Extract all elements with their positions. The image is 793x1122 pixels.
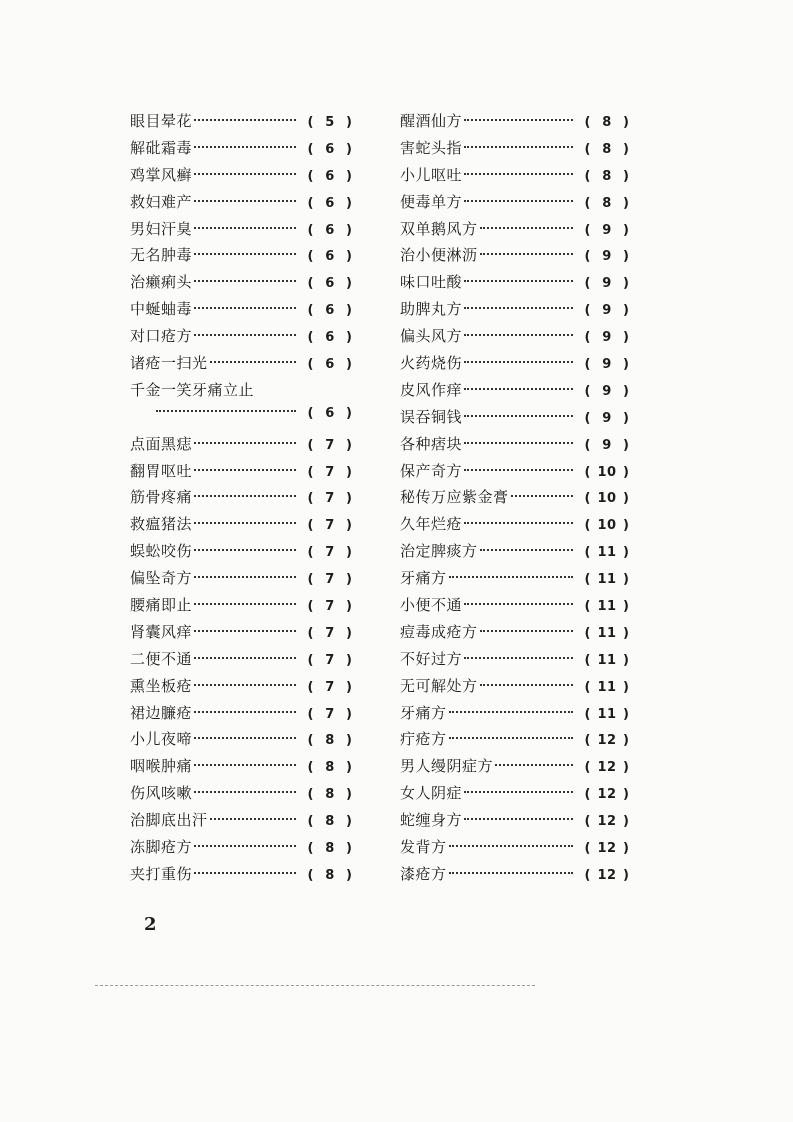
entry-page: ( 12 ): [584, 814, 630, 830]
entry-title: 秘传万应紫金膏: [400, 488, 509, 507]
toc-entry: [130, 271, 358, 298]
leader-dots: [449, 711, 573, 713]
entry-title: 无名肿毒: [130, 246, 193, 265]
entry-page: ( 6 ): [307, 222, 353, 238]
toc-entry: [400, 137, 635, 164]
scan-artifact-line: [95, 985, 535, 986]
toc-entry: [400, 352, 635, 379]
leader-dots: [464, 522, 573, 524]
leader-dots: [194, 630, 296, 632]
entry-page: ( 6 ): [307, 276, 353, 292]
leader-dots: [464, 818, 573, 820]
toc-entry: [400, 244, 635, 271]
entry-title: 误吞铜钱: [400, 407, 463, 426]
entry-title: 诸疮一扫光: [130, 354, 208, 373]
toc-entry: [400, 406, 635, 433]
entry-title: 疔疮方: [400, 730, 447, 749]
leader-dots: [194, 173, 296, 175]
leader-dots: [194, 227, 296, 229]
leader-dots: [495, 764, 573, 766]
entry-page: ( 11 ): [584, 706, 630, 722]
entry-page: ( 6 ): [307, 249, 353, 265]
toc-entry: [400, 298, 635, 325]
entry-title: 便毒单方: [400, 192, 463, 211]
leader-dots: [194, 711, 296, 713]
leader-dots: [194, 522, 296, 524]
entry-title: 腰痛即止: [130, 596, 193, 615]
leader-dots: [194, 684, 296, 686]
entry-title: 保产奇方: [400, 461, 463, 480]
entry-page: ( 7 ): [307, 572, 353, 588]
entry-page: ( 6 ): [307, 303, 353, 319]
leader-dots: [194, 334, 296, 336]
toc-entry: [130, 782, 358, 809]
entry-title: 漆疮方: [400, 864, 447, 883]
toc-entry: [130, 433, 358, 460]
leader-dots: [480, 253, 573, 255]
entry-page: ( 7 ): [307, 652, 353, 668]
entry-title: 治定脾痰方: [400, 542, 478, 561]
toc-entry: [130, 406, 358, 433]
entry-page: ( 8 ): [307, 733, 353, 749]
entry-title: 熏坐板疮: [130, 676, 193, 695]
toc-entry: [130, 728, 358, 755]
entry-page: ( 12 ): [584, 760, 630, 776]
toc-entry: [400, 567, 635, 594]
entry-title: 肾囊风痒: [130, 622, 193, 641]
entry-page: ( 10 ): [584, 491, 630, 507]
leader-dots: [194, 146, 296, 148]
entry-page: ( 11 ): [584, 599, 630, 615]
toc-entry: [400, 513, 635, 540]
entry-title: 发背方: [400, 838, 447, 857]
entry-page: ( 12 ): [584, 733, 630, 749]
toc-entry: [400, 702, 635, 729]
leader-dots: [194, 576, 296, 578]
entry-title: 对口疮方: [130, 327, 193, 346]
leader-dots: [464, 173, 573, 175]
leader-dots: [449, 872, 573, 874]
entry-page: ( 8 ): [307, 867, 353, 883]
entry-title: 筋骨疼痛: [130, 488, 193, 507]
entry-title: 偏头风方: [400, 327, 463, 346]
leader-dots: [464, 415, 573, 417]
toc-entry: [130, 567, 358, 594]
toc-entry: [400, 728, 635, 755]
leader-dots: [480, 684, 573, 686]
entry-title: 牙痛方: [400, 569, 447, 588]
toc-entry: [130, 191, 358, 218]
leader-dots: [464, 603, 573, 605]
toc-entry: [400, 433, 635, 460]
entry-page: ( 11 ): [584, 545, 630, 561]
toc-entry: [130, 621, 358, 648]
toc-entry: [130, 513, 358, 540]
leader-dots: [210, 818, 296, 820]
leader-dots: [210, 361, 296, 363]
toc-entry: [400, 460, 635, 487]
leader-dots: [449, 576, 573, 578]
toc-entry: [400, 621, 635, 648]
entry-page: ( 9 ): [584, 437, 630, 453]
entry-page: ( 7 ): [307, 625, 353, 641]
entry-page: ( 7 ): [307, 679, 353, 695]
toc-entry: [130, 755, 358, 782]
entry-title: 害蛇头指: [400, 138, 463, 157]
entry-page: ( 8 ): [307, 814, 353, 830]
entry-page: ( 9 ): [584, 276, 630, 292]
leader-dots: [194, 442, 296, 444]
toc-entry: [130, 863, 358, 890]
entry-page: ( 12 ): [584, 787, 630, 803]
toc-entry: [400, 325, 635, 352]
leader-dots: [464, 469, 573, 471]
entry-page: ( 9 ): [584, 357, 630, 373]
toc-entry: [130, 648, 358, 675]
entry-title: 女人阴症: [400, 784, 463, 803]
toc-left-column: [130, 110, 358, 890]
entry-title: 点面黑痣: [130, 434, 193, 453]
leader-dots: [194, 307, 296, 309]
leader-dots: [464, 334, 573, 336]
leader-dots: [194, 764, 296, 766]
entry-title: 冻脚疮方: [130, 838, 193, 857]
leader-dots: [194, 737, 296, 739]
entry-title: 味口吐酸: [400, 273, 463, 292]
toc-entry: [130, 486, 358, 513]
toc-entry: [400, 191, 635, 218]
entry-page: ( 12 ): [584, 867, 630, 883]
entry-title: 治脚底出汗: [130, 811, 208, 830]
entry-title: 治癞痢头: [130, 273, 193, 292]
leader-dots: [480, 227, 573, 229]
leader-dots: [194, 872, 296, 874]
entry-page: ( 6 ): [307, 141, 353, 157]
entry-page: ( 9 ): [584, 383, 630, 399]
leader-dots: [194, 200, 296, 202]
toc-entry: [130, 352, 358, 379]
entry-page: ( 7 ): [307, 437, 353, 453]
leader-dots: [194, 495, 296, 497]
entry-title: 各种痞块: [400, 434, 463, 453]
entry-page: ( 9 ): [584, 330, 630, 346]
entry-title: 鸡掌风癣: [130, 165, 193, 184]
entry-title: 皮风作痒: [400, 380, 463, 399]
leader-dots: [194, 845, 296, 847]
entry-title: 蛇缠身方: [400, 811, 463, 830]
toc-entry: [130, 137, 358, 164]
toc-entry: [400, 836, 635, 863]
leader-dots: [194, 549, 296, 551]
entry-title: 不好过方: [400, 649, 463, 668]
toc-entry: [130, 594, 358, 621]
entry-page: ( 9 ): [584, 249, 630, 265]
toc-entry: [400, 379, 635, 406]
leader-dots: [464, 791, 573, 793]
entry-page: ( 7 ): [307, 464, 353, 480]
entry-page: ( 8 ): [307, 760, 353, 776]
leader-dots: [464, 146, 573, 148]
leader-dots: [194, 791, 296, 793]
entry-page: ( 7 ): [307, 491, 353, 507]
entry-title: 咽喉肿痛: [130, 757, 193, 776]
leader-dots: [464, 307, 573, 309]
leader-dots: [464, 200, 573, 202]
toc-entry: [130, 702, 358, 729]
entry-title: 久年烂疮: [400, 515, 463, 534]
entry-title: 裙边臁疮: [130, 703, 193, 722]
leader-dots: [194, 280, 296, 282]
leader-dots: [156, 410, 296, 412]
entry-title: 救妇难产: [130, 192, 193, 211]
entry-title: 小便不通: [400, 596, 463, 615]
entry-page: ( 6 ): [307, 357, 353, 373]
entry-page: ( 8 ): [307, 841, 353, 857]
entry-page: ( 7 ): [307, 545, 353, 561]
entry-title: 无可解处方: [400, 676, 478, 695]
toc-entry: [400, 164, 635, 191]
toc-entry: [400, 809, 635, 836]
toc-entry: [400, 782, 635, 809]
toc-entry: [130, 110, 358, 137]
entry-title: 牙痛方: [400, 703, 447, 722]
entry-page: ( 9 ): [584, 410, 630, 426]
toc-entry: [400, 755, 635, 782]
entry-title: 双单鹅风方: [400, 219, 478, 238]
entry-title: 千金一笑牙痛立止: [130, 380, 255, 399]
toc-entry: [400, 594, 635, 621]
entry-title: 中蜒蚰毒: [130, 300, 193, 319]
toc-entry: [400, 648, 635, 675]
leader-dots: [464, 361, 573, 363]
entry-title: 伤风咳嗽: [130, 784, 193, 803]
entry-page: ( 11 ): [584, 652, 630, 668]
entry-page: ( 8 ): [584, 195, 630, 211]
entry-title: 解砒霜毒: [130, 138, 193, 157]
toc-entry: [130, 164, 358, 191]
entry-page: ( 9 ): [584, 222, 630, 238]
entry-page: ( 11 ): [584, 572, 630, 588]
entry-page: ( 10 ): [584, 518, 630, 534]
toc-entry: [130, 244, 358, 271]
entry-title: 翻胃呕吐: [130, 461, 193, 480]
leader-dots: [194, 469, 296, 471]
leader-dots: [194, 253, 296, 255]
entry-page: ( 8 ): [584, 168, 630, 184]
toc-entry: [130, 325, 358, 352]
leader-dots: [464, 388, 573, 390]
leader-dots: [194, 603, 296, 605]
leader-dots: [511, 495, 573, 497]
entry-title: 二便不通: [130, 649, 193, 668]
toc-entry: [400, 486, 635, 513]
entry-page: ( 7 ): [307, 706, 353, 722]
toc-entry: [130, 675, 358, 702]
leader-dots: [449, 737, 573, 739]
entry-title: 男人缦阴症方: [400, 757, 494, 776]
entry-page: ( 6 ): [307, 168, 353, 184]
entry-title: 眼目晕花: [130, 112, 193, 130]
leader-dots: [464, 119, 573, 121]
entry-page: ( 5 ): [307, 115, 353, 130]
entry-title: 偏坠奇方: [130, 569, 193, 588]
leader-dots: [464, 657, 573, 659]
toc-entry: [130, 298, 358, 325]
entry-title: 火药烧伤: [400, 354, 463, 373]
entry-title: 小儿呕吐: [400, 165, 463, 184]
toc-entry: [130, 379, 358, 406]
entry-title: 助脾丸方: [400, 300, 463, 319]
entry-title: 夹打重伤: [130, 864, 193, 883]
entry-title: 男妇汗臭: [130, 219, 193, 238]
entry-page: ( 11 ): [584, 625, 630, 641]
leader-dots: [194, 657, 296, 659]
toc-entry: [400, 218, 635, 245]
entry-title: 治小便淋沥: [400, 246, 478, 265]
entry-page: ( 7 ): [307, 599, 353, 615]
toc-entry: [400, 271, 635, 298]
entry-page: ( 8 ): [307, 787, 353, 803]
entry-page: ( 8 ): [584, 115, 630, 130]
toc-entry: [400, 110, 635, 137]
toc-entry: [130, 809, 358, 836]
entry-page: ( 6 ): [307, 330, 353, 346]
entry-page: ( 6 ): [307, 405, 353, 421]
entry-page: ( 8 ): [584, 141, 630, 157]
toc-entry: [130, 836, 358, 863]
entry-page: ( 11 ): [584, 679, 630, 695]
leader-dots: [194, 119, 296, 121]
entry-page: ( 6 ): [307, 195, 353, 211]
toc-entry: [130, 540, 358, 567]
toc-entry: [400, 863, 635, 890]
entry-title: 醒酒仙方: [400, 112, 463, 130]
leader-dots: [480, 549, 573, 551]
entry-title: 痘毒成疮方: [400, 622, 478, 641]
leader-dots: [449, 845, 573, 847]
page-number: 2: [144, 914, 157, 935]
toc-entry: [400, 675, 635, 702]
entry-title: 蜈蚣咬伤: [130, 542, 193, 561]
leader-dots: [464, 442, 573, 444]
toc-entry: [400, 540, 635, 567]
entry-page: ( 10 ): [584, 464, 630, 480]
toc-entry: [130, 460, 358, 487]
entry-title: 小儿夜啼: [130, 730, 193, 749]
entry-page: ( 7 ): [307, 518, 353, 534]
leader-dots: [464, 280, 573, 282]
toc-right-column: [400, 110, 635, 890]
leader-dots: [480, 630, 573, 632]
toc-entry: [130, 218, 358, 245]
entry-title: 救瘟猪法: [130, 515, 193, 534]
entry-page: ( 12 ): [584, 841, 630, 857]
entry-page: ( 9 ): [584, 303, 630, 319]
